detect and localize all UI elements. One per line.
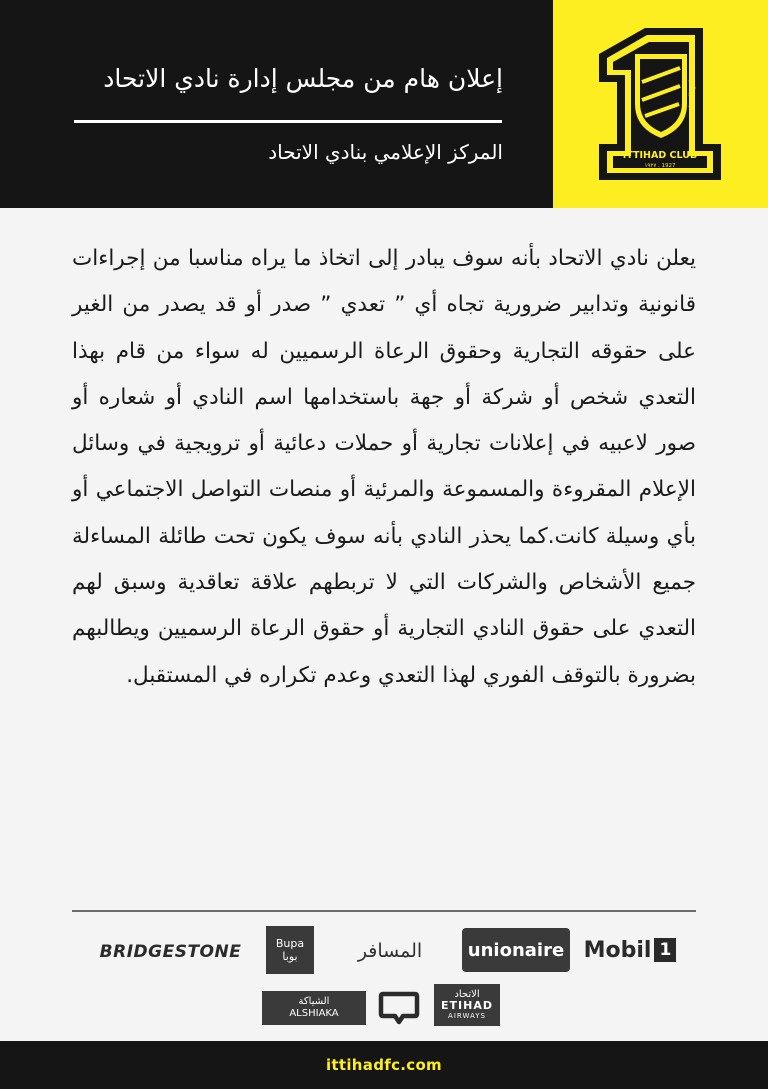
- sponsor-etihad-logo: [434, 984, 500, 1026]
- website-link[interactable]: ittihadfc.com: [325, 1056, 442, 1074]
- page-title: إعلان هام من مجلس إدارة نادي الاتحاد: [103, 64, 503, 93]
- bupa-en-text: Bupa: [275, 937, 305, 950]
- sponsor-bridgestone-logo: BRIDGESTONE: [99, 942, 242, 962]
- sponsor-alshiaka-logo: [262, 991, 366, 1025]
- header-divider: [74, 120, 502, 123]
- ittihad-crest-icon: [595, 24, 725, 184]
- mobil-text: Mobil: [583, 937, 652, 963]
- sponsor-bupa-logo: [266, 926, 314, 974]
- etihad-ar-text: الاتحاد: [454, 988, 480, 1000]
- mobily-logo-icon: [377, 988, 421, 1028]
- alshiaka-en-text: ALSHIAKA: [289, 1008, 339, 1019]
- mobil-one-badge: 1: [654, 938, 676, 962]
- logo-panel: [553, 0, 768, 208]
- sponsor-unionaire-logo: unionaire: [462, 928, 570, 972]
- club-name-text: ITTIHAD CLUB: [622, 150, 698, 161]
- bupa-ar-text: بوبا: [282, 950, 298, 963]
- etihad-airways-text: AIRWAYS: [448, 1011, 486, 1020]
- page-subtitle: المركز الإعلامي بنادي الاتحاد: [268, 140, 503, 164]
- club-arabic-text: نادي الاتحاد: [688, 77, 696, 111]
- sponsor-almusafir-logo: المسافر: [357, 940, 423, 962]
- sponsor-mobil-logo: [578, 932, 682, 968]
- footer-bar: [0, 1041, 768, 1089]
- etihad-en-text: ETIHAD: [441, 998, 493, 1012]
- club-years-text: ١٩٢٧ . 1927: [644, 163, 676, 169]
- alshiaka-ar-text: الشياكة: [298, 996, 330, 1007]
- header-bar: [0, 0, 768, 208]
- statement-text: يعلن نادي الاتحاد بأنه سوف يبادر إلى اتخاذ ما يراه مناسبا من إجراءات قانونية وتدابير ضرورية تجاه أي ” تعدي ” صدر أو قد يصدر من الغير على حقوقه التجارية وحقوق الرعاة الرسميين له سواء من قام بهذا التعدي شخص أو شركة أو جهة باستخدامها اسم النادي أو شعاره أو صور لاعبيه في إعلانات تجارية أو حملات دعائية أو ترويجية في وسائل الإعلام المقروءة والمسموعة والمرئية أو منصات التواصل الاجتماعي أو بأي وسيلة كانت.كما يحذر النادي بأنه سوف يكون تحت طائلة المساءلة جميع الأشخاص والشركات التي لا تربطهم علاقة تعاقدية وسبق لهم التعدي على حقوق النادي التجارية أو حقوق الرعاة الرسميين ويطالبهم بضرورة بالتوقف الفوري لهذا التعدي وعدم تكراره في المستقبل.: [72, 246, 696, 688]
- sponsors-divider: [72, 910, 696, 912]
